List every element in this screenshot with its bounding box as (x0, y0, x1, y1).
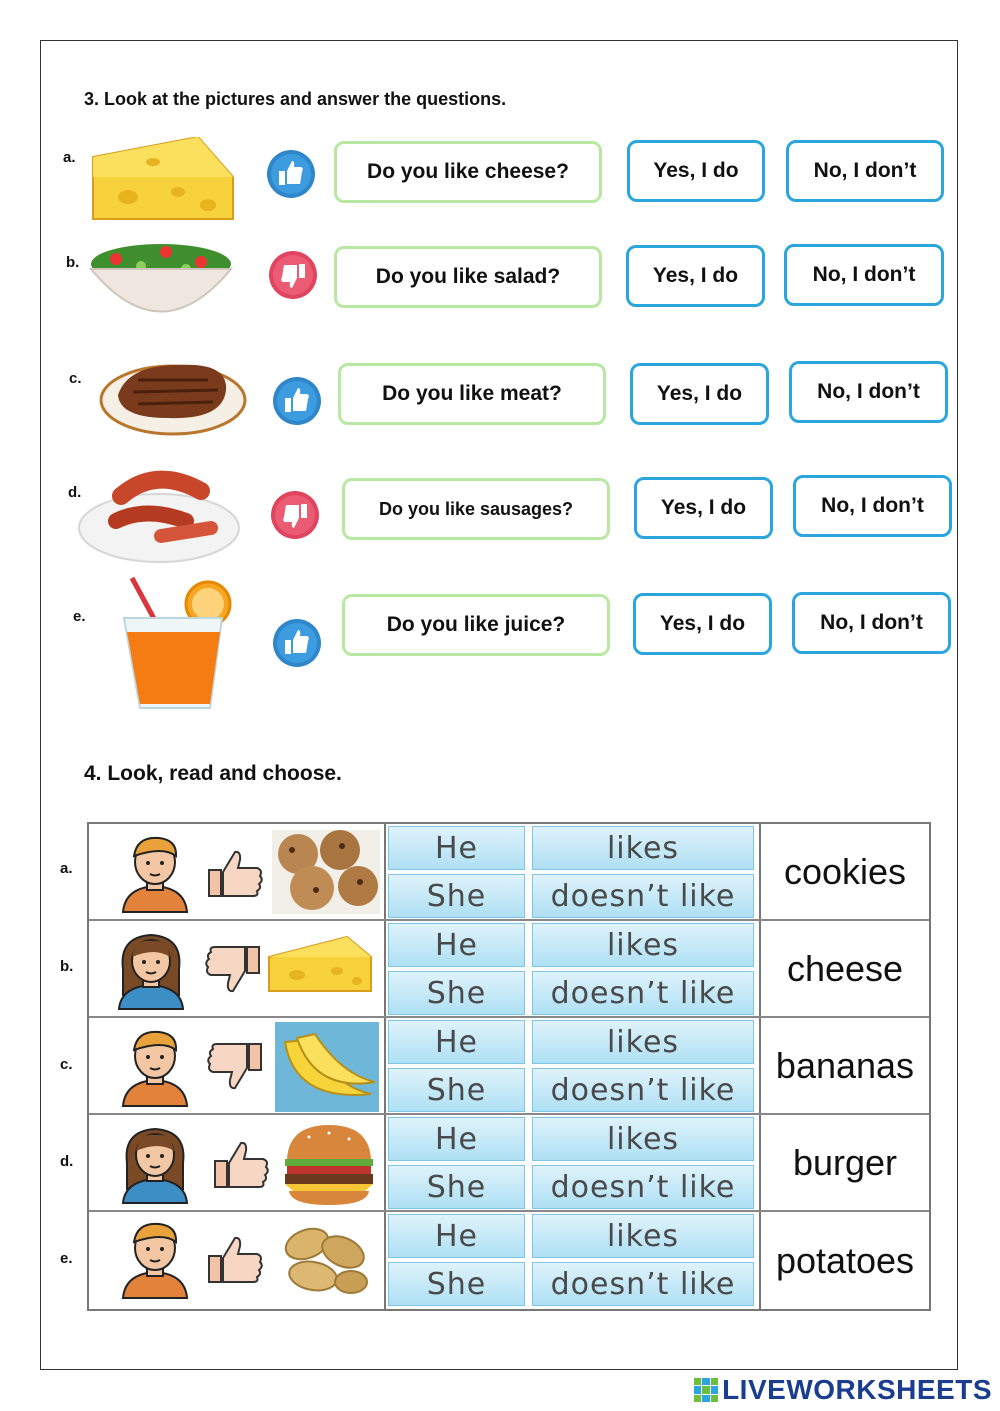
potatoes-picture (277, 1222, 373, 1298)
boy-avatar-icon (119, 832, 191, 914)
pictures-cell (89, 1212, 386, 1309)
doesnt-like-option-button[interactable]: doesn’t like (532, 1262, 754, 1306)
choose-table (87, 822, 931, 1311)
answer-no-button[interactable]: No, I don’t (786, 140, 944, 202)
thumbs-down-icon (205, 1040, 263, 1092)
pictures-cell (89, 1018, 386, 1113)
doesnt-like-option-button[interactable]: doesn’t like (532, 874, 754, 918)
question-row (0, 137, 1000, 217)
food-word: bananas (759, 1018, 929, 1113)
thumbs-up-icon (266, 149, 316, 199)
thumbs-up-icon (207, 1234, 265, 1286)
table-row (89, 1115, 929, 1212)
question-row (0, 590, 1000, 670)
table-row (89, 921, 929, 1018)
she-option-button[interactable]: She (388, 874, 525, 918)
answer-yes-button[interactable]: Yes, I do (630, 363, 769, 425)
question-row (0, 242, 1000, 322)
answer-yes-button[interactable]: Yes, I do (634, 477, 773, 539)
row-letter: e. (60, 1250, 73, 1267)
question-row (0, 474, 1000, 554)
item-letter: b. (66, 254, 80, 271)
item-letter: d. (68, 484, 82, 501)
meat-picture (98, 350, 248, 440)
likes-option-button[interactable]: likes (532, 1214, 754, 1258)
she-option-button[interactable]: She (388, 1165, 525, 1209)
thumbs-up-icon (272, 618, 322, 668)
he-option-button[interactable]: He (388, 1214, 525, 1258)
item-letter: e. (73, 608, 86, 625)
doesnt-like-option-button[interactable]: doesn’t like (532, 971, 754, 1015)
question-box: Do you like salad? (334, 246, 602, 308)
table-row (89, 824, 929, 921)
answer-no-button[interactable]: No, I don’t (789, 361, 948, 423)
row-letter: d. (60, 1153, 74, 1170)
cheese-picture (88, 137, 238, 227)
she-option-button[interactable]: She (388, 1262, 525, 1306)
question-box: Do you like sausages? (342, 478, 610, 540)
he-option-button[interactable]: He (388, 1117, 525, 1161)
row-letter: c. (60, 1056, 73, 1073)
item-letter: c. (69, 370, 82, 387)
burger-picture (279, 1119, 379, 1207)
she-option-button[interactable]: She (388, 1068, 525, 1112)
sausages-picture (76, 466, 242, 566)
thumbs-up-icon (272, 376, 322, 426)
girl-avatar-icon (115, 929, 187, 1011)
question-box: Do you like juice? (342, 594, 610, 656)
section4-title: 4. Look, read and choose. (84, 762, 342, 785)
pictures-cell (89, 824, 386, 919)
table-row (89, 1212, 929, 1309)
logo-text: LIVEWORKSHEETS (722, 1374, 992, 1405)
he-option-button[interactable]: He (388, 1020, 525, 1064)
logo-mark-icon (694, 1378, 718, 1402)
he-option-button[interactable]: He (388, 923, 525, 967)
answer-no-button[interactable]: No, I don’t (792, 592, 951, 654)
thumbs-down-icon (203, 943, 261, 995)
boy-avatar-icon (119, 1218, 191, 1300)
row-letter: a. (60, 860, 73, 877)
bananas-picture (275, 1022, 379, 1112)
answer-yes-button[interactable]: Yes, I do (633, 593, 772, 655)
food-word: cheese (759, 921, 929, 1016)
cheese-picture (267, 935, 373, 995)
thumbs-up-icon (213, 1139, 271, 1191)
girl-avatar-icon (119, 1123, 191, 1205)
question-box: Do you like meat? (338, 363, 606, 425)
thumbs-down-icon (270, 490, 320, 540)
answer-yes-button[interactable]: Yes, I do (626, 245, 765, 307)
answer-yes-button[interactable]: Yes, I do (627, 140, 765, 202)
thumbs-up-icon (207, 848, 265, 900)
she-option-button[interactable]: She (388, 971, 525, 1015)
table-row (89, 1018, 929, 1115)
pictures-cell (89, 1115, 386, 1210)
answer-no-button[interactable]: No, I don’t (793, 475, 952, 537)
item-letter: a. (63, 149, 76, 166)
section3-title: 3. Look at the pictures and answer the questions. (84, 89, 507, 109)
likes-option-button[interactable]: likes (532, 923, 754, 967)
cookies-picture (272, 830, 380, 914)
likes-option-button[interactable]: likes (532, 1020, 754, 1064)
boy-avatar-icon (119, 1026, 191, 1108)
question-row (0, 360, 1000, 440)
doesnt-like-option-button[interactable]: doesn’t like (532, 1165, 754, 1209)
answer-no-button[interactable]: No, I don’t (784, 244, 944, 306)
likes-option-button[interactable]: likes (532, 1117, 754, 1161)
salad-picture (86, 234, 236, 324)
pictures-cell (89, 921, 386, 1016)
thumbs-down-icon (268, 250, 318, 300)
food-word: potatoes (759, 1212, 929, 1309)
row-letter: b. (60, 958, 74, 975)
he-option-button[interactable]: He (388, 826, 525, 870)
food-word: burger (759, 1115, 929, 1210)
food-word: cookies (759, 824, 929, 919)
question-box: Do you like cheese? (334, 141, 602, 203)
doesnt-like-option-button[interactable]: doesn’t like (532, 1068, 754, 1112)
liveworksheets-logo (694, 1374, 992, 1406)
likes-option-button[interactable]: likes (532, 826, 754, 870)
juice-picture (118, 576, 234, 712)
